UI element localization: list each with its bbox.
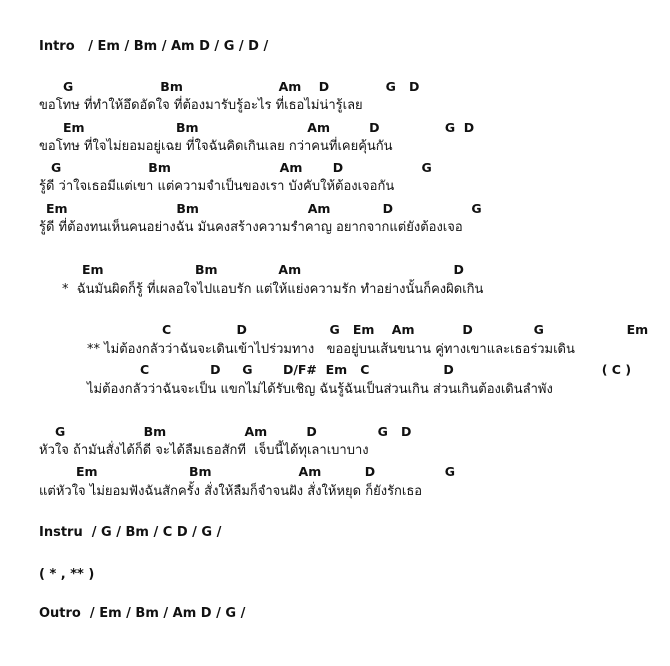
verse1-chords-3: G Bm Am D G (51, 160, 432, 175)
verse1-lyrics-3: รู้ดี ว่าใจเธอมีแต่เขา แต่ความจำเป็นของเรา บังคับให้ต้องเจอกัน (39, 179, 395, 194)
chorus2-lyrics-2: ไม่ต้องกลัวว่าฉันจะเป็น แขกไม่ได้รับเชิญ ฉันรู้ฉันเป็นส่วนเกิน ส่วนเกินต้องเดินลำพัง (87, 382, 553, 397)
verse1-chords-2: Em Bm Am D G D (63, 120, 475, 135)
repeat-line: ( * , ** ) (39, 567, 95, 582)
verse2-chords-2: Em Bm Am D G (76, 464, 456, 479)
chorus1-lyrics-1: * ฉันมันผิดก็รู้ ที่เผลอใจไปแอบรัก แต่ให้แย่งความรัก ทำอย่างนั้นก็คงผิดเกิน (62, 282, 484, 297)
verse1-lyrics-1: ขอโทษ ที่ทำให้อึดอัดใจ ที่ต้องมารับรู้อะไร ที่เธอไม่น่ารู้เลย (39, 98, 363, 113)
chorus1-chords-1: Em Bm Am D (82, 262, 464, 277)
verse1-chords-4: Em Bm Am D G (46, 201, 482, 216)
verse1-lyrics-2: ขอโทษ ที่ใจไม่ยอมอยู่เฉย ที่ใจฉันคิดเกินเลย กว่าคนที่เคยคุ้นกัน (39, 139, 393, 154)
chorus2-lyrics-1: ** ไม่ต้องกลัวว่าฉันจะเดินเข้าไปร่วมทาง ขออยู่บนเส้นขนาน คู่ทางเขาและเธอร่วมเดิน (87, 342, 575, 357)
verse1-lyrics-4: รู้ดี ที่ต้องทนเห็นคนอย่างฉัน มันคงสร้างความรำคาญ อยากจากแต่ยังต้องเจอ (39, 220, 463, 235)
chorus2-chords-2: C D G D/F# Em C D ( C ) (140, 362, 632, 377)
verse1-chords-1: G Bm Am D G D (63, 79, 420, 94)
verse2-chords-1: G Bm Am D G D (55, 424, 412, 439)
intro-line: Intro / Em / Bm / Am D / G / D / (39, 39, 269, 54)
outro-line: Outro / Em / Bm / Am D / G / (39, 606, 246, 621)
instru-line: Instru / G / Bm / C D / G / (39, 525, 222, 540)
verse2-lyrics-2: แต่หัวใจ ไม่ยอมฟังฉันสักครั้ง สั่งให้ลืมก็จำจนฝัง สั่งให้หยุด ก็ยังรักเธอ (39, 484, 423, 499)
verse2-lyrics-1: หัวใจ ถ้ามันสั่งได้ก็ดี จะได้ลืมเธอสักที เจ็บนี้ได้ทุเลาเบาบาง (39, 443, 369, 458)
chorus2-chords-1: C D G Em Am D G Em (162, 322, 649, 337)
